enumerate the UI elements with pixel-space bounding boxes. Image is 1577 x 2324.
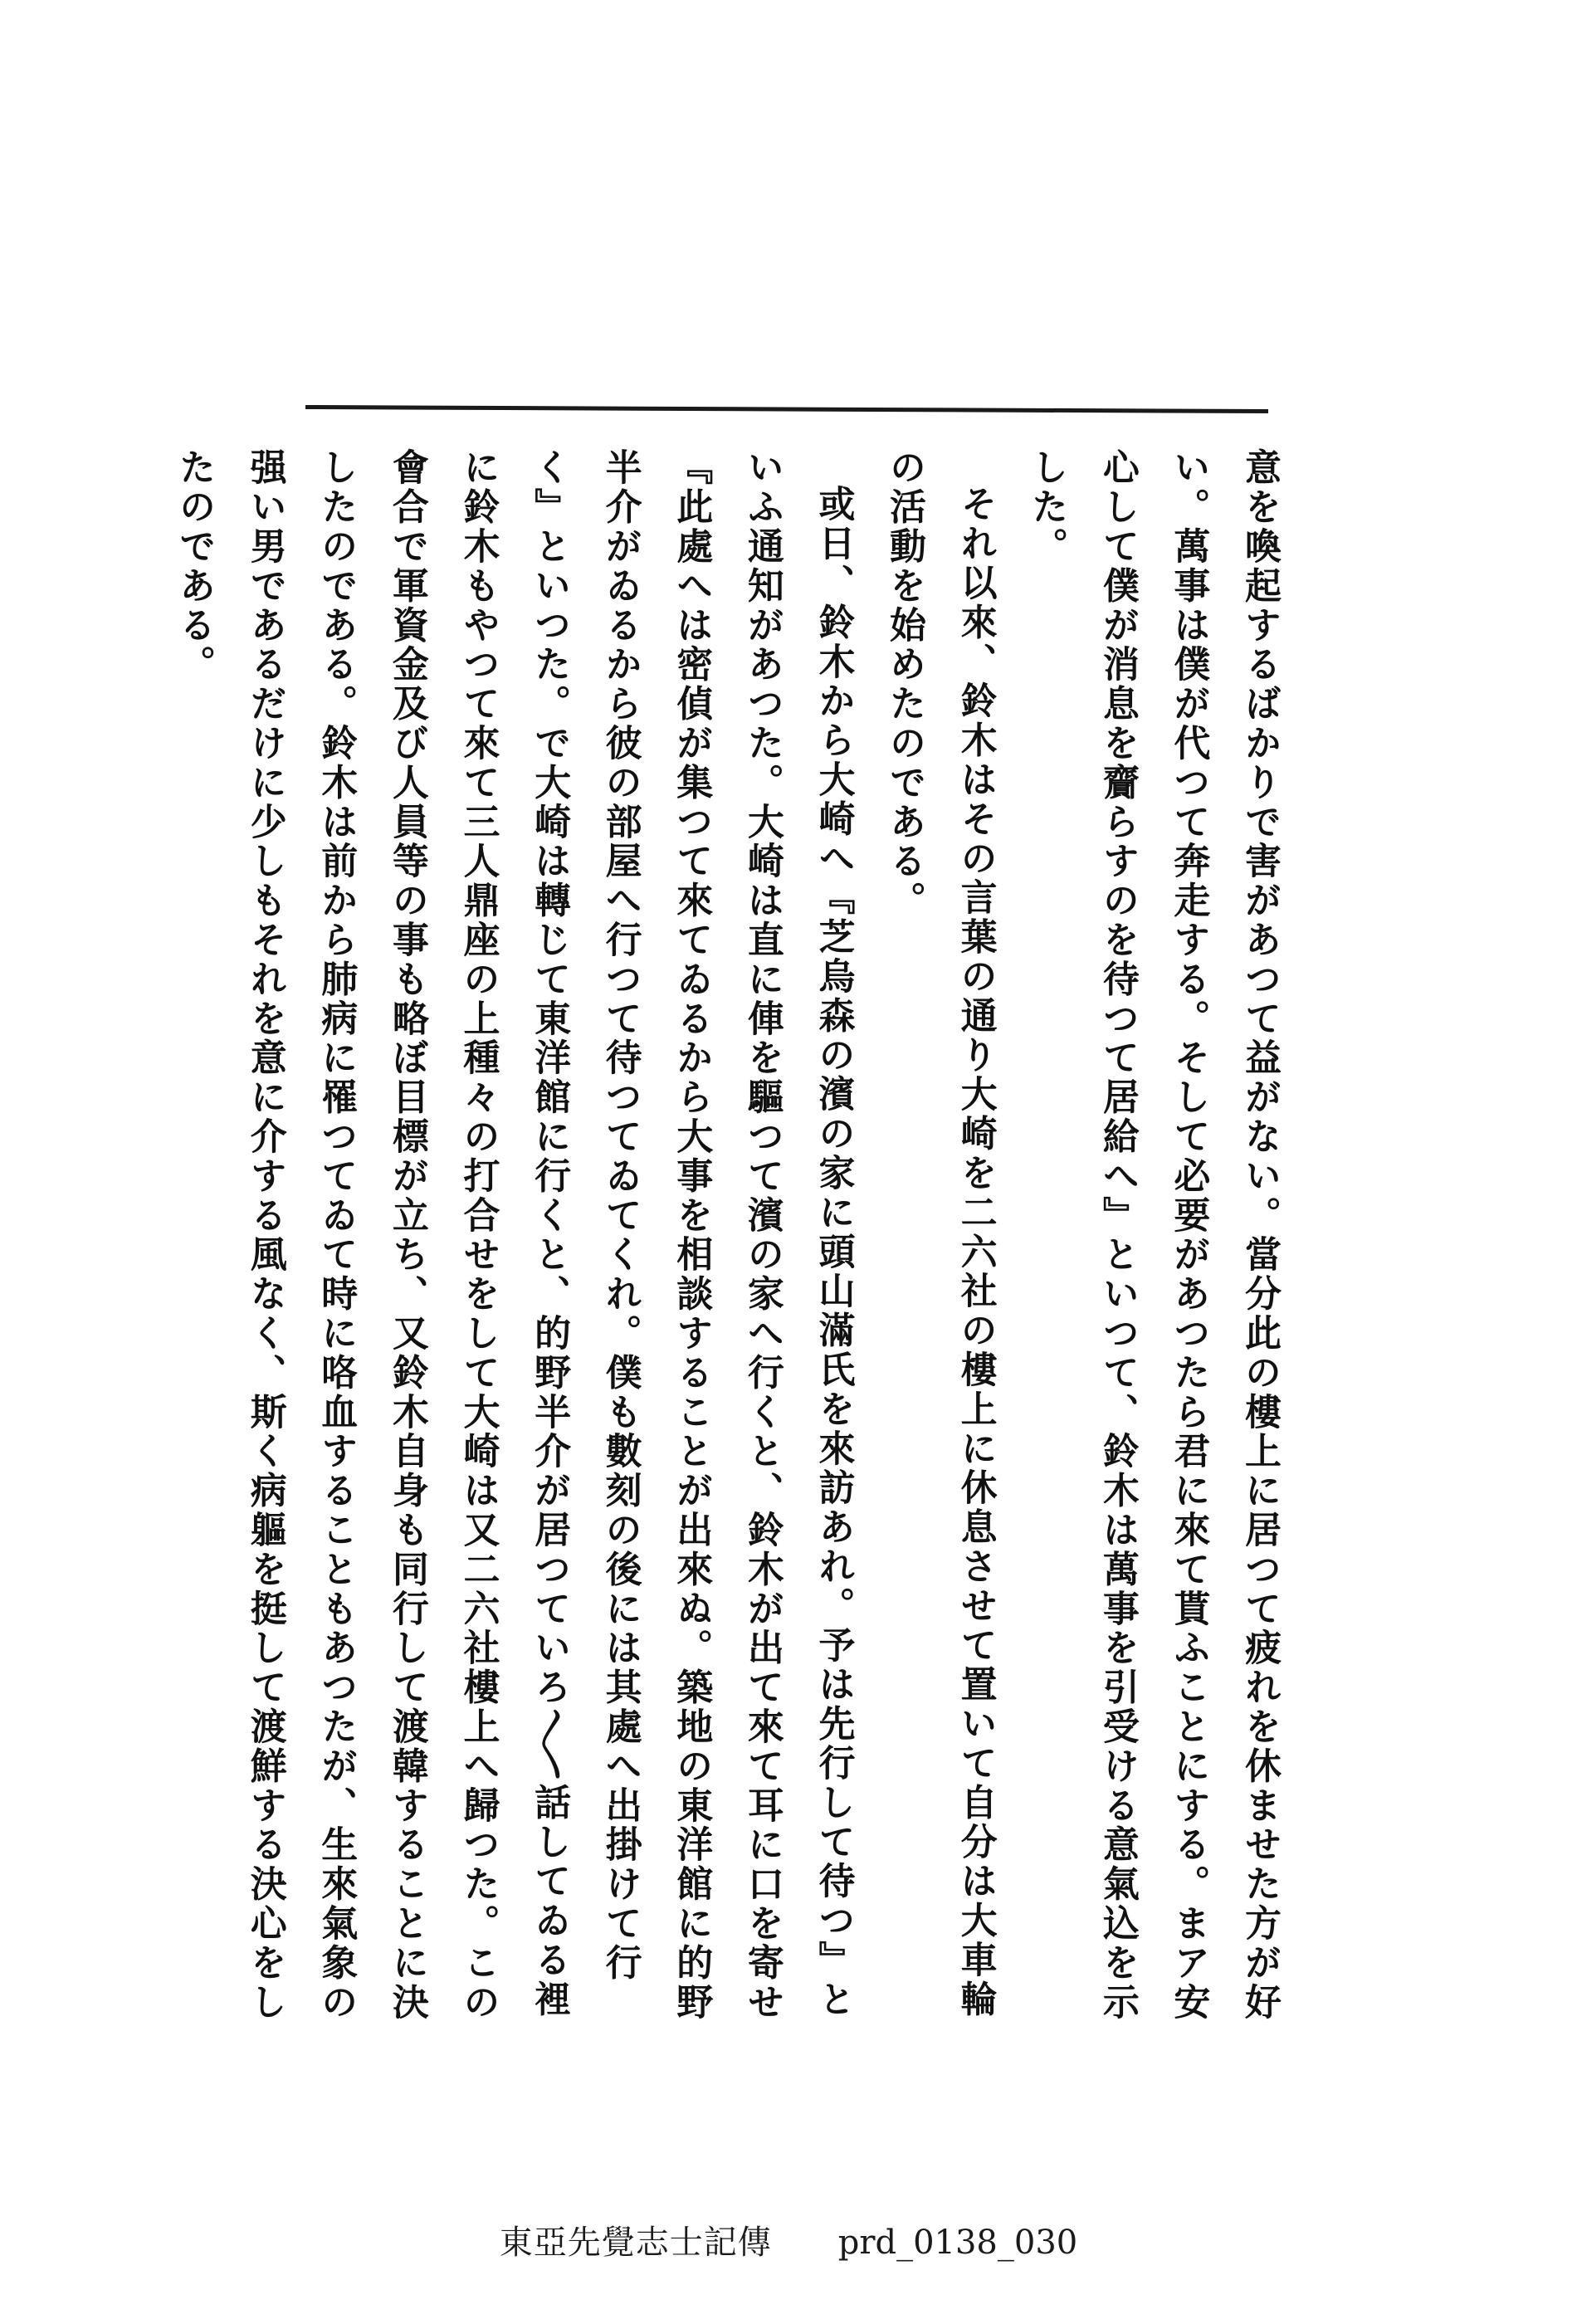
paragraph-1: 意を喚起するばかりで害があつて益がない。當分此の樓上に居つて疲れを休ませた方が好い。萬事は僕が代つて奔走する。そして必要があつたら君に來て貰ふことにする。まア安心して僕が消息を齎らすのを待つて居給へ』といつて、鈴木は萬事を引受ける意氣込を示した。 [1025, 448, 1281, 2022]
header-rule [305, 405, 1268, 413]
page-id: prd_0138_030 [837, 2224, 1078, 2262]
paragraph-3: 或日、鈴木から大崎へ『芝烏森の濱の家に頭山滿氏を來訪あれ。予は先行して待つ』といふ通知があつた。大崎は直に俥を驅つて濱の家へ行くと、鈴木が出て來て耳に口を寄せ『此處へは密偵が集つて來てゐるから大事を相談することが出來ぬ。築地の東洋館に的野半介がゐるから彼の部屋へ行つて待つてゐてくれ。僕も數刻の後には其處へ出掛けて行く』といつた。で大崎は轉じて東洋館に行くと、的野半介が居つていろ〳〵話してゐる裡に鈴木もやつて來て三人鼎座の上種々の打合せをして大崎は又二六社樓上へ歸つた。この會合で軍資金及び人員等の事も略ぼ目標が立ち、又鈴木自身も同行して渡韓することに決したのである。鈴木は前から肺病に罹つてゐて時に咯血することもあつたが、生來氣象の强い男であるだけに少しもそれを意に介する風なく、斯く病軀を挺して渡鮮する決心をしたのである。 [173, 448, 855, 2023]
book-title: 東亞先覺志士記傳 [499, 2224, 772, 2262]
footer [0, 2216, 1577, 2263]
body-text [173, 448, 1295, 2025]
paragraph-2: それ以來、鈴木はその言葉の通り大崎を二六社の樓上に休息させて置いて自分は大車輪の活動を始めたのである。 [883, 448, 997, 2019]
